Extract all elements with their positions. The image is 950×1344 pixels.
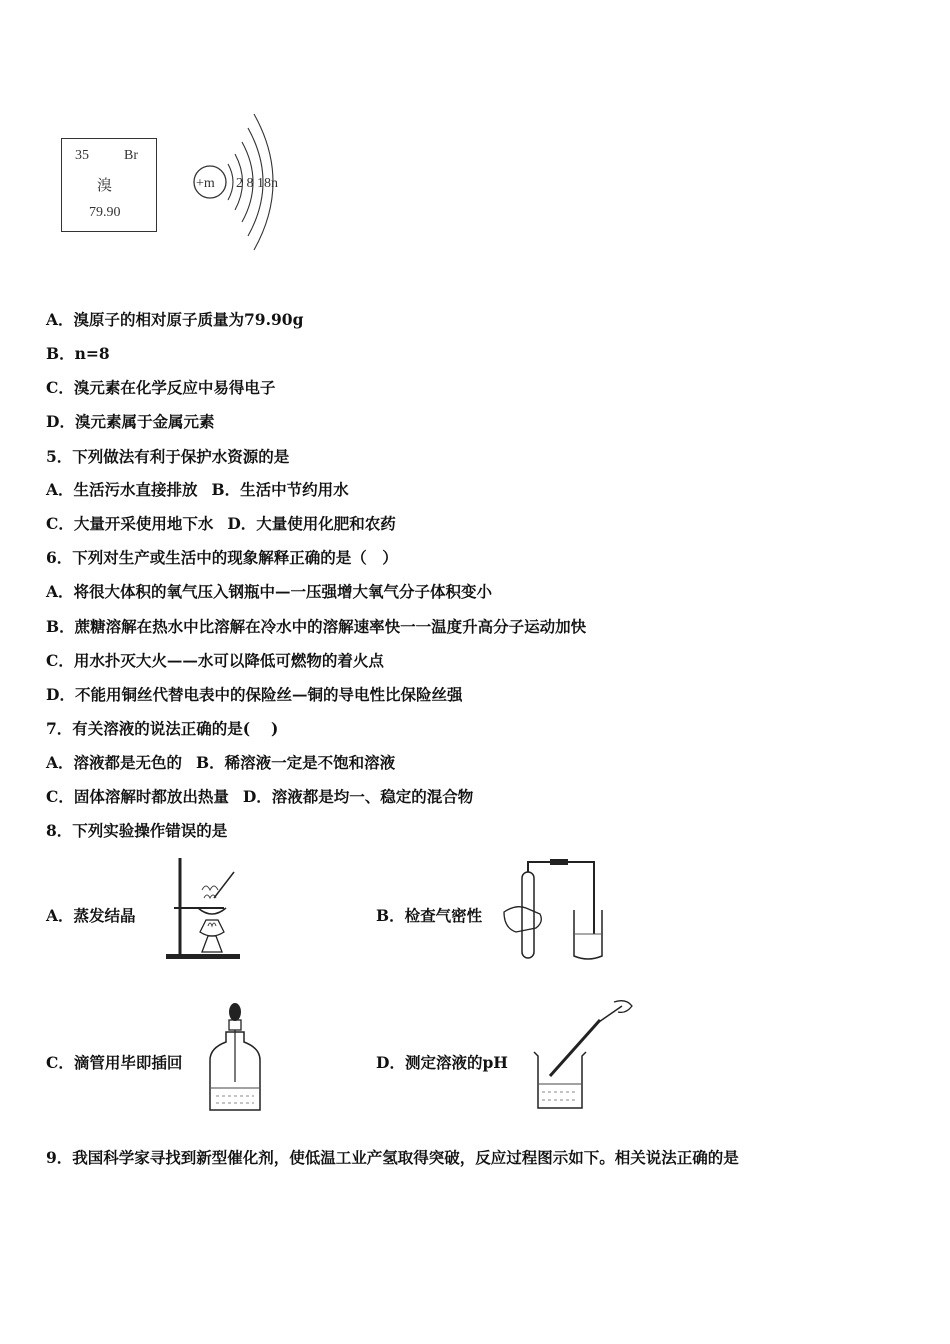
q7-option-d: D．溶液都是均一、稳定的混合物 xyxy=(242,787,474,806)
q5-options-ab xyxy=(46,480,349,500)
q5-option-c: C．大量开采使用地下水 xyxy=(46,514,214,533)
q6-option-d: D．不能用铜丝代替电表中的保险丝—铜的导电性比保险丝强 xyxy=(46,685,463,704)
q5-options-cd xyxy=(46,514,396,534)
q6-option-a: A．将很大体积的氧气压入钢瓶中—一压强增大氧气分子体积变小 xyxy=(46,582,493,601)
q7-option-a: A．溶液都是无色的 xyxy=(46,753,183,772)
q4-option-c: C．溴元素在化学反应中易得电子 xyxy=(46,378,276,397)
q9-stem: 9．我国科学家寻找到新型催化剂，使低温工业产氢取得突破，反应过程图示如下。相关说法正确的是 xyxy=(46,1148,739,1167)
q8-stem: 8．下列实验操作错误的是 xyxy=(46,821,228,840)
q5-option-a: A．生活污水直接排放 xyxy=(46,480,198,499)
atom-structure-diagram xyxy=(190,108,300,258)
dropper-bottle-figure xyxy=(204,1002,266,1112)
atomic-mass: 79.90 xyxy=(89,205,121,220)
q4-option-d: D．溴元素属于金属元素 xyxy=(46,412,215,431)
shell-electrons: 2 8 18n xyxy=(236,176,278,191)
q8-option-b: B．检查气密性 xyxy=(376,906,483,925)
q7-option-c: C．固体溶解时都放出热量 xyxy=(46,787,229,806)
evaporation-apparatus-figure xyxy=(162,854,244,962)
q6-option-c: C．用水扑灭大火——水可以降低可燃物的着火点 xyxy=(46,651,384,670)
q5-option-b: B．生活中节约用水 xyxy=(211,480,349,499)
q4-option-b: B．n=8 xyxy=(46,344,110,363)
q8-option-c: C．滴管用毕即插回 xyxy=(46,1053,183,1072)
q8-option-d: D．测定溶液的pH xyxy=(376,1053,508,1072)
q7-options-cd xyxy=(46,787,473,807)
q5-stem: 5．下列做法有利于保护水资源的是 xyxy=(46,447,290,466)
atomic-number: 35 xyxy=(75,148,89,163)
q6-option-b: B．蔗糖溶解在热水中比溶解在冷水中的溶解速率快一一温度升高分子运动加快 xyxy=(46,617,587,636)
q7-option-b: B．稀溶液一定是不饱和溶液 xyxy=(196,753,396,772)
q5-option-d: D．大量使用化肥和农药 xyxy=(227,514,396,533)
q8-option-a: A．蒸发结晶 xyxy=(46,906,136,925)
element-name: 溴 xyxy=(97,178,113,194)
q6-stem: 6．下列对生产或生活中的现象解释正确的是（ ） xyxy=(46,548,398,567)
q7-options-ab xyxy=(46,753,395,773)
airtightness-check-figure xyxy=(496,856,620,966)
element-card xyxy=(61,138,157,232)
ph-test-figure xyxy=(526,996,638,1112)
element-symbol: Br xyxy=(124,148,138,163)
q4-option-a: A．溴原子的相对原子质量为79.90g xyxy=(46,310,304,329)
nucleus-label: +m xyxy=(196,176,215,191)
q7-stem: 7．有关溶液的说法正确的是( ) xyxy=(46,719,279,738)
